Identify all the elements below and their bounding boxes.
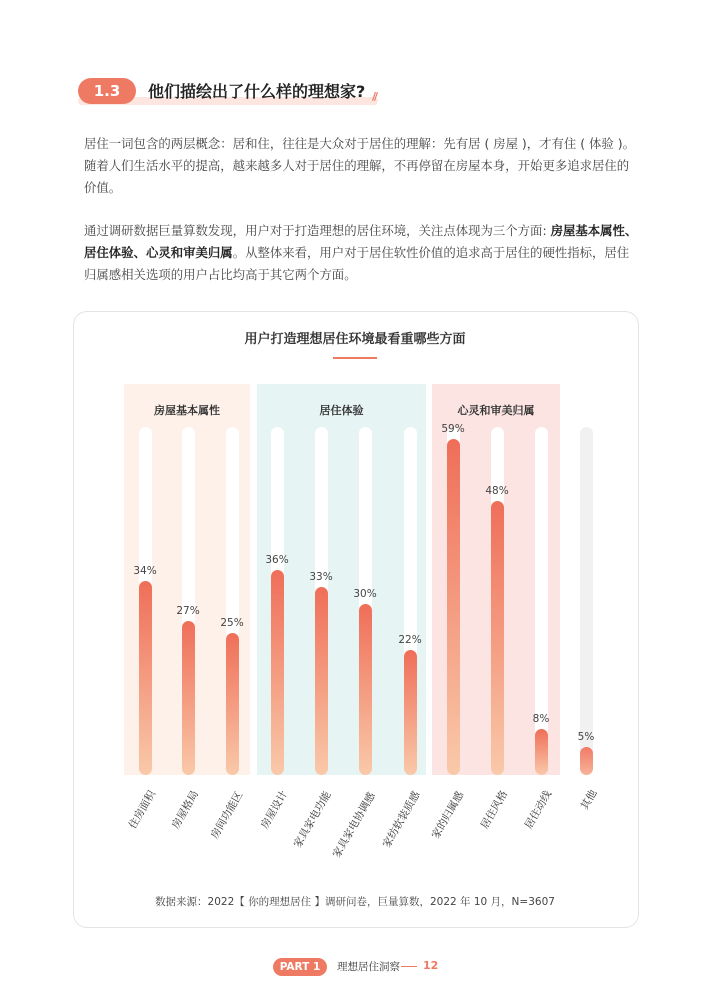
chart-title: 用户打造理想居住环境最看重哪些方面 [244,332,466,347]
bar [535,729,548,775]
category-label: 住房面积 [126,788,159,832]
paragraph-line: 居住一词包含的两层概念：居和住，往往是大众对于居住的理解：先有居 ( 房屋 )，才有住 ( 体验 )。 [84,136,635,151]
data-source-note: 数据来源：2022【 你的理想居住 】调研问卷，巨量算数，2022 年 10 月，N=3607 [155,896,555,908]
bar [359,604,372,775]
footer-section-name: 理想居住洞察 [337,961,400,973]
category-label: 家纺软装质感 [380,789,423,851]
category-label: 其他 [578,787,600,813]
chart-title-underline [333,357,377,359]
data-label: 34% [133,565,157,578]
data-label: 8% [532,713,550,726]
bar [447,439,460,775]
section-number-badge: 1.3 [78,78,136,104]
bar [226,633,239,776]
findings-paragraph [84,220,639,286]
data-label: 36% [265,553,289,566]
intro-paragraph [84,133,639,199]
paragraph-line: 随着人们生活水平的提高，越来越多人对于居住的理解，不再停留在房屋本身，开始更多追求居住的 [84,158,630,173]
data-label: 5% [577,730,595,743]
paragraph-line: 归属感相关选项的用户占比均高于其它两个方面。 [84,267,357,282]
data-label: 30% [353,588,377,600]
category-label: 房屋格局 [169,788,202,832]
page-number: 12 [423,959,439,972]
footer-divider [401,966,417,967]
highlight-text: 居住体验、心灵和审美归属 [84,245,233,260]
paragraph-text: 。从整体来看，用户对于居住软性价值的追求高于居住的硬性指标，居住 [232,245,630,260]
highlight-text: 房屋基本属性、 [550,223,638,238]
bar [182,621,195,775]
bar [139,581,152,775]
bar [404,650,417,775]
slash-decoration-icon: // [372,90,377,103]
category-label: 房间功能区 [208,789,245,841]
group-label: 居住体验 [319,404,364,417]
bar [580,747,593,776]
footer-part-badge: PART 1 [273,958,327,976]
category-label: 居住风格 [478,788,511,832]
paragraph-text: 通过调研数据巨量算数发现，用户对于打造理想的居住环境，关注点体现为三个方面: [84,223,551,238]
category-label: 居住动线 [522,788,555,832]
section-title: 他们描绘出了什么样的理想家? [148,82,366,101]
category-label: 家具家电协调感 [330,790,378,860]
bar [315,587,328,775]
data-label: 59% [441,422,465,435]
category-label: 家具家电功能 [291,789,334,851]
data-label: 33% [309,570,333,583]
data-label: 27% [176,605,200,618]
category-label: 房屋设计 [258,788,291,832]
paragraph-line [84,220,639,242]
paragraph-line [84,242,639,264]
data-label: 48% [485,485,509,498]
bar-track [580,427,593,775]
bar [491,501,504,775]
category-label: 家的归属感 [429,789,466,841]
group-label: 房屋基本属性 [154,404,220,417]
bar [271,570,284,775]
data-label: 22% [398,633,422,646]
paragraph-line: 价值。 [84,180,122,195]
group-label: 心灵和审美归属 [457,404,535,417]
data-label: 25% [220,616,244,629]
